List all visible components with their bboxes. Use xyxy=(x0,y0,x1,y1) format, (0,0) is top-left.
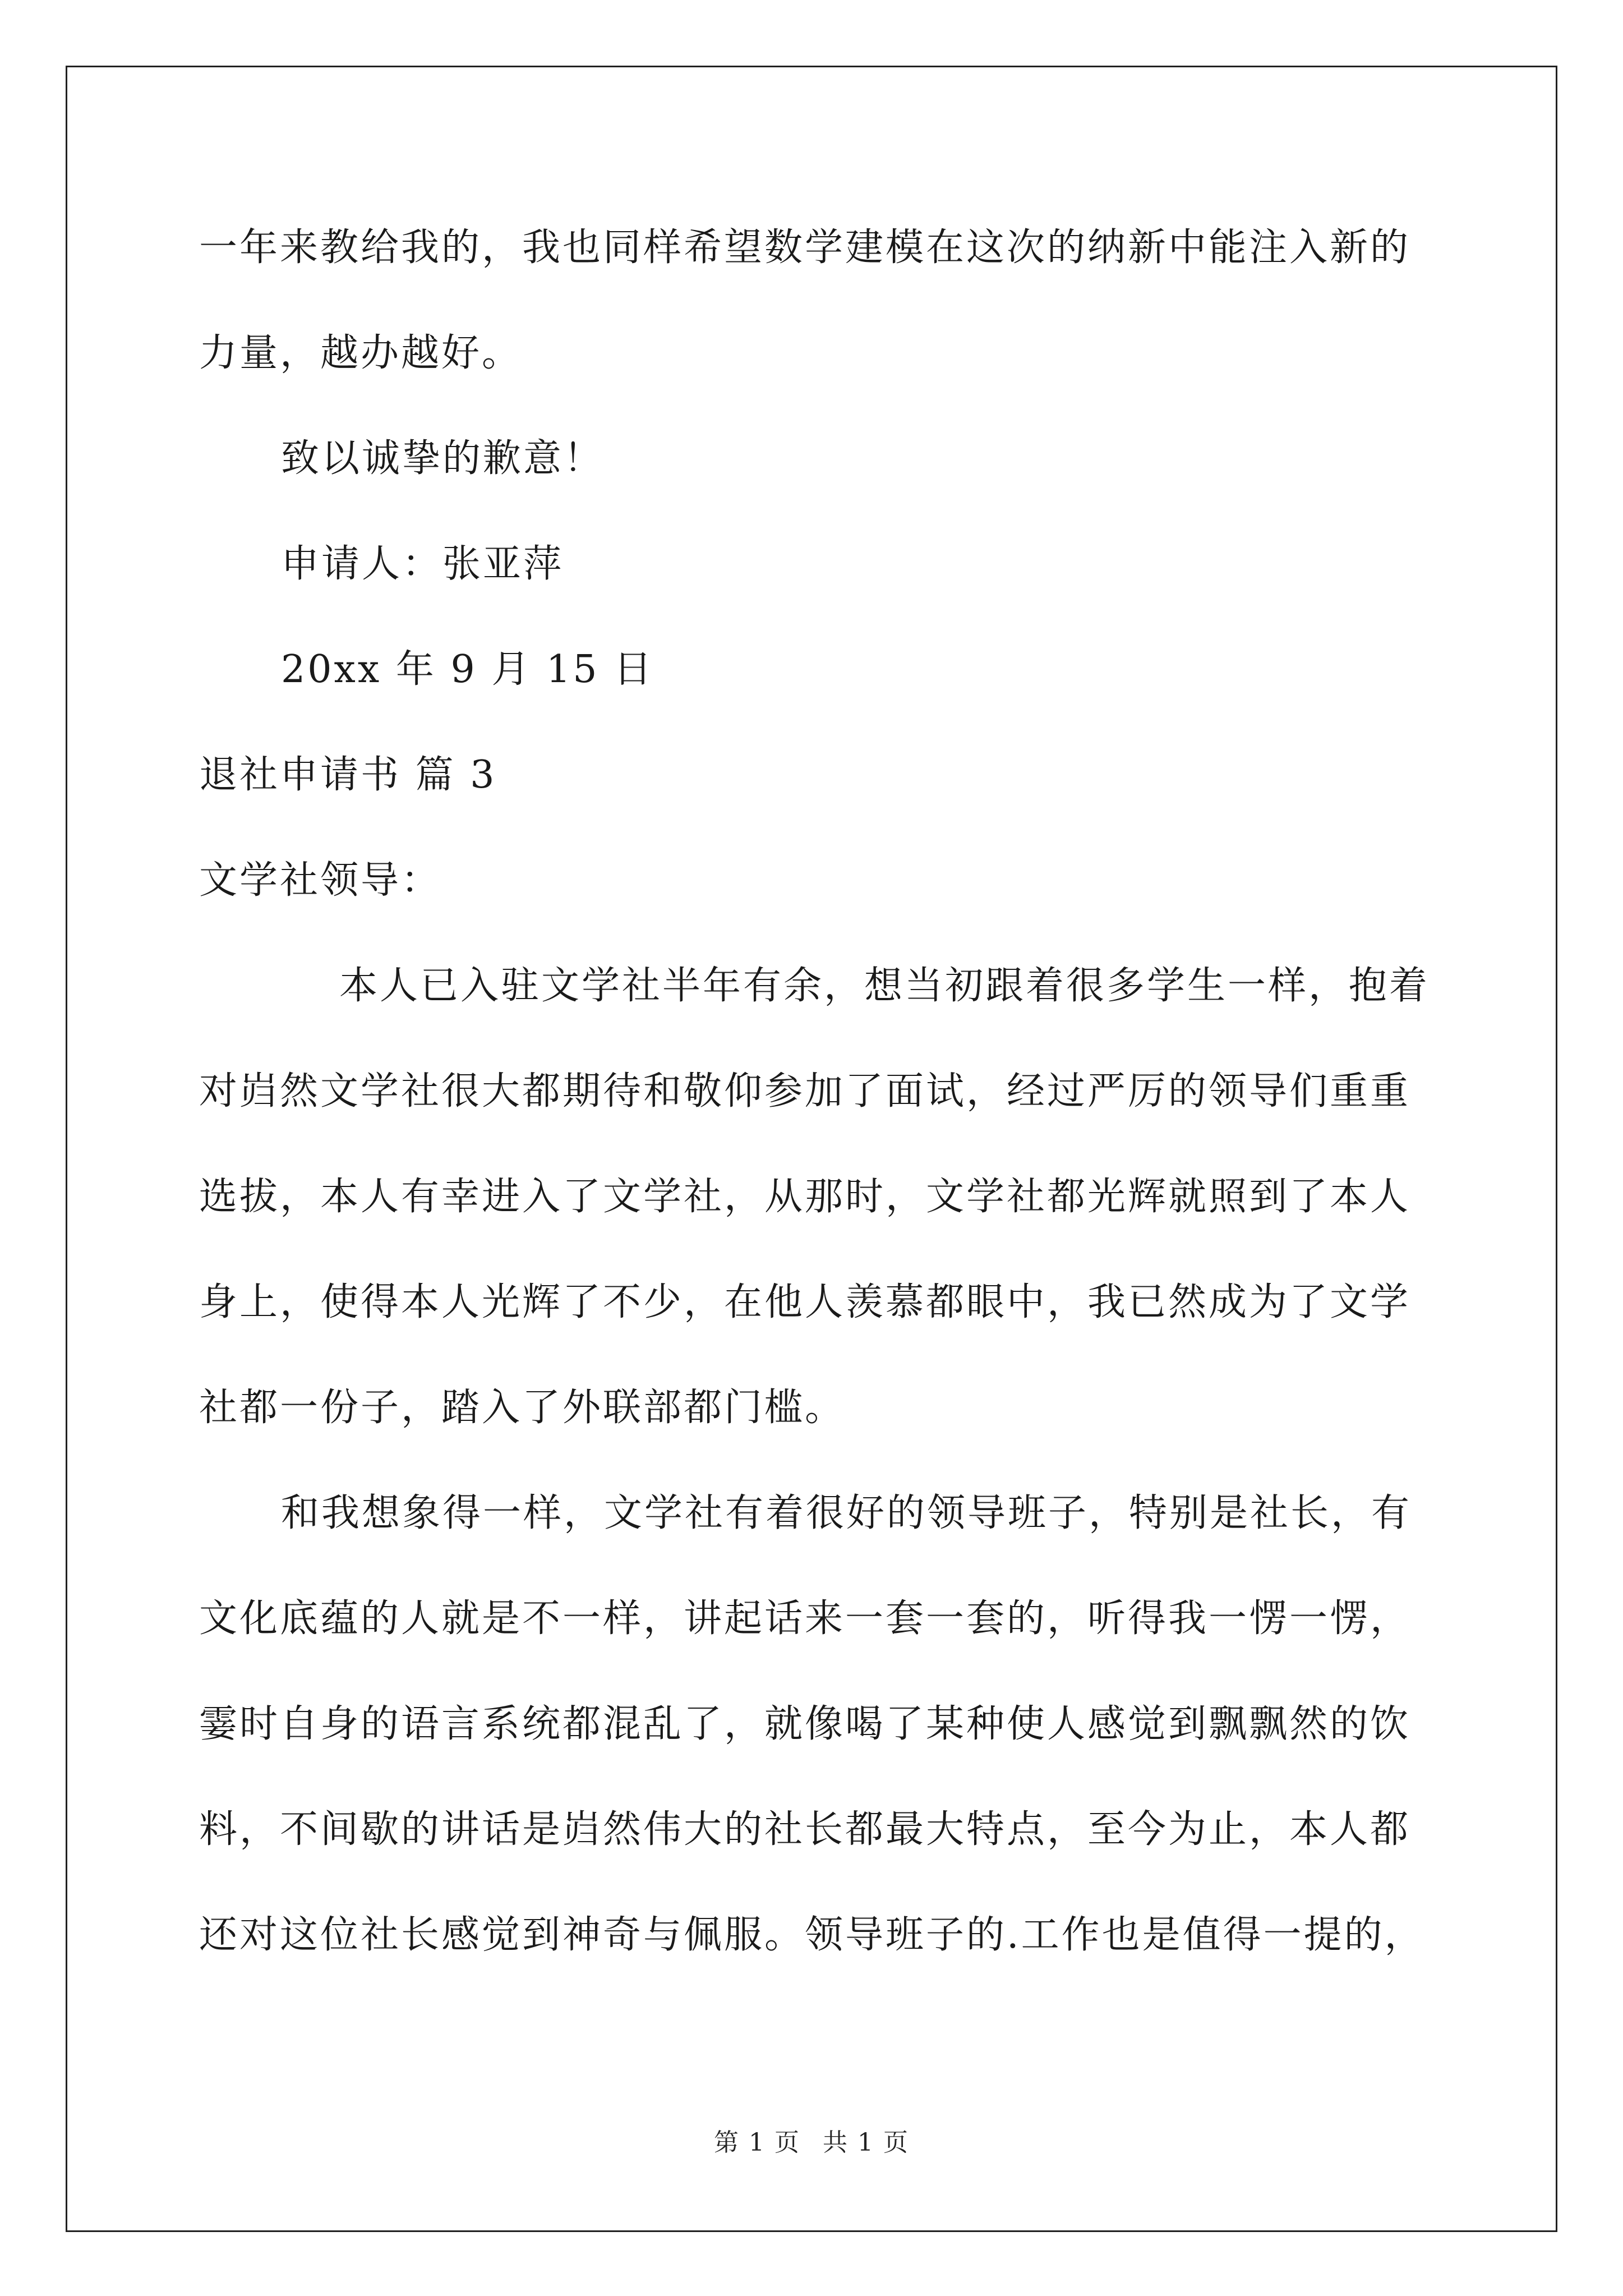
section-heading: 退社申请书 篇 3 xyxy=(199,753,497,797)
closing-line: 致以诚挚的歉意！ xyxy=(281,436,605,481)
body-line: 本人已入驻文学社半年有余，想当初跟着很多学生一样，抱着 xyxy=(339,964,1430,1008)
body-line: 对岿然文学社很大都期待和敬仰参加了面试，经过严厉的领导们重重 xyxy=(199,1069,1411,1114)
page-number: 第 1 页 xyxy=(714,2128,800,2157)
body-line: 社都一份子，踏入了外联部都门槛。 xyxy=(199,1386,846,1430)
body-line: 一年来教给我的，我也同样希望数学建模在这次的纳新中能注入新的 xyxy=(199,226,1411,270)
body-line: 还对这位社长感觉到神奇与佩服。领导班子的.工作也是值得一提的， xyxy=(199,1913,1425,1957)
body-line: 选拔，本人有幸进入了文学社，从那时，文学社都光辉就照到了本人 xyxy=(199,1175,1411,1219)
body-line: 文化底蕴的人就是不一样，讲起话来一套一套的，听得我一愣一愣， xyxy=(199,1596,1411,1641)
body-line: 身上，使得本人光辉了不少，在他人羡慕都眼中，我已然成为了文学 xyxy=(199,1280,1411,1324)
document-body xyxy=(199,195,1433,1988)
page-total: 共 1 页 xyxy=(823,2128,909,2157)
page-footer xyxy=(0,2126,1623,2160)
salutation-line: 文学社领导： xyxy=(199,858,442,903)
body-line: 霎时自身的语言系统都混乱了，就像喝了某种使人感觉到飘飘然的饮 xyxy=(199,1702,1411,1746)
applicant-line: 申请人：张亚萍 xyxy=(281,542,564,586)
body-line: 和我想象得一样，文学社有着很好的领导班子，特别是社长，有 xyxy=(281,1491,1412,1535)
date-line: 20xx 年 9 月 15 日 xyxy=(281,647,654,692)
body-line: 力量，越办越好。 xyxy=(199,331,523,375)
body-line: 料，不间歇的讲话是岿然伟大的社长都最大特点，至今为止，本人都 xyxy=(199,1807,1411,1852)
